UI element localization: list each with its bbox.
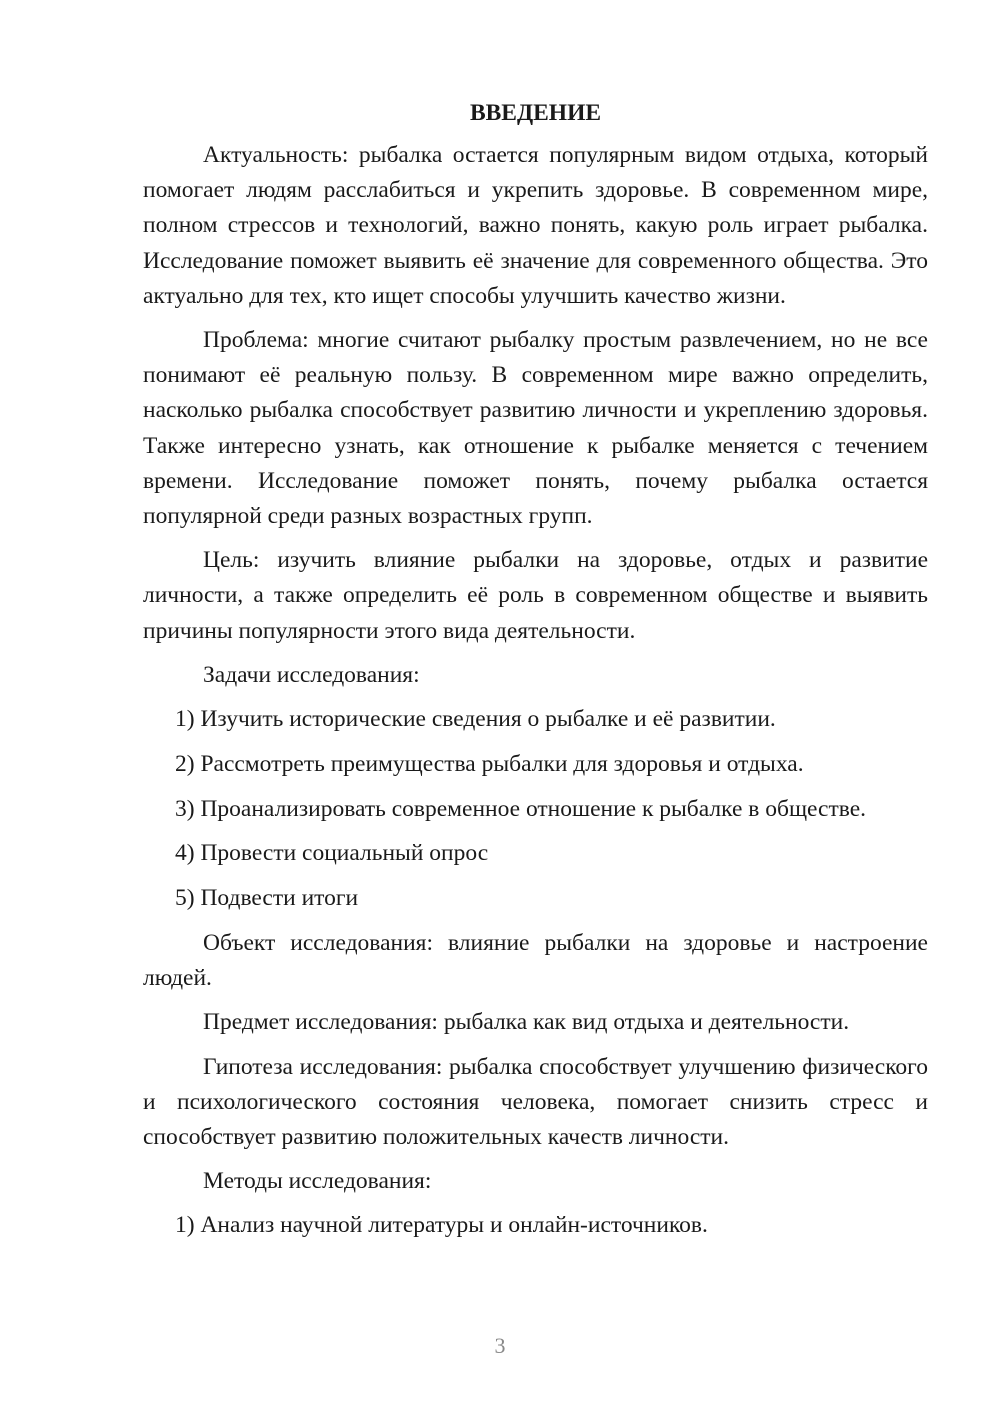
section-heading: ВВЕДЕНИЕ [469, 100, 602, 126]
subject-paragraph: Предмет исследования: рыбалка как вид отдыха и деятельности. [203, 1009, 850, 1036]
page-content [143, 96, 928, 1253]
task-item-5: 5) Подвести итоги [175, 885, 359, 912]
tasks-list [143, 702, 928, 916]
task-item-4: 4) Провести социальный опрос [175, 840, 489, 867]
methods-list [143, 1208, 928, 1243]
tasks-title: Задачи исследования: [203, 661, 420, 688]
methods-title: Методы исследования: [203, 1168, 432, 1195]
goal-paragraph: Цель: изучить влияние рыбалки на здоровье, отдых и развитие личности, а также определить её роль в современном обществе и выявить причины популярности этого вида деятельности. [143, 547, 928, 644]
hypothesis-paragraph: Гипотеза исследования: рыбалка способствует улучшению физического и психологического состояния человека, помогает снизить стресс и способствует развитию положительных качеств личности. [143, 1053, 928, 1151]
relevance-paragraph: Актуальность: рыбалка остается популярным видом отдыха, который помогает людям расслабиться и укрепить здоровье. В современном мире, полном стрессов и технологий, важно понять, какую роль играет рыбалка. Исследование поможет выявить её значение для современного общества. Это актуально для тех, кто ищет способы улучшить качество жизни. [143, 142, 928, 309]
task-item-3: 3) Проанализировать современное отношение к рыбалке в обществе. [175, 795, 867, 822]
object-paragraph: Объект исследования: влияние рыбалки на здоровье и настроение людей. [143, 930, 928, 992]
problem-paragraph: Проблема: многие считают рыбалку простым развлечением, но не все понимают её реальную пользу. В современном мире важно определить, насколько рыбалка способствует развитию личности и укреплению здоровья. Также интересно узнать, как отношение к рыбалке меняется с течением времени. Исследование поможет понять, почему рыбалка остается популярной среди разных возрастных групп. [143, 327, 928, 530]
task-item-2: 2) Рассмотреть преимущества рыбалки для здоровья и отдыха. [175, 750, 804, 777]
page-number: 3 [494, 1333, 506, 1358]
task-item-1: 1) Изучить исторические сведения о рыбалке и её развитии. [175, 706, 776, 733]
method-item-1: 1) Анализ научной литературы и онлайн-источников. [175, 1212, 708, 1239]
